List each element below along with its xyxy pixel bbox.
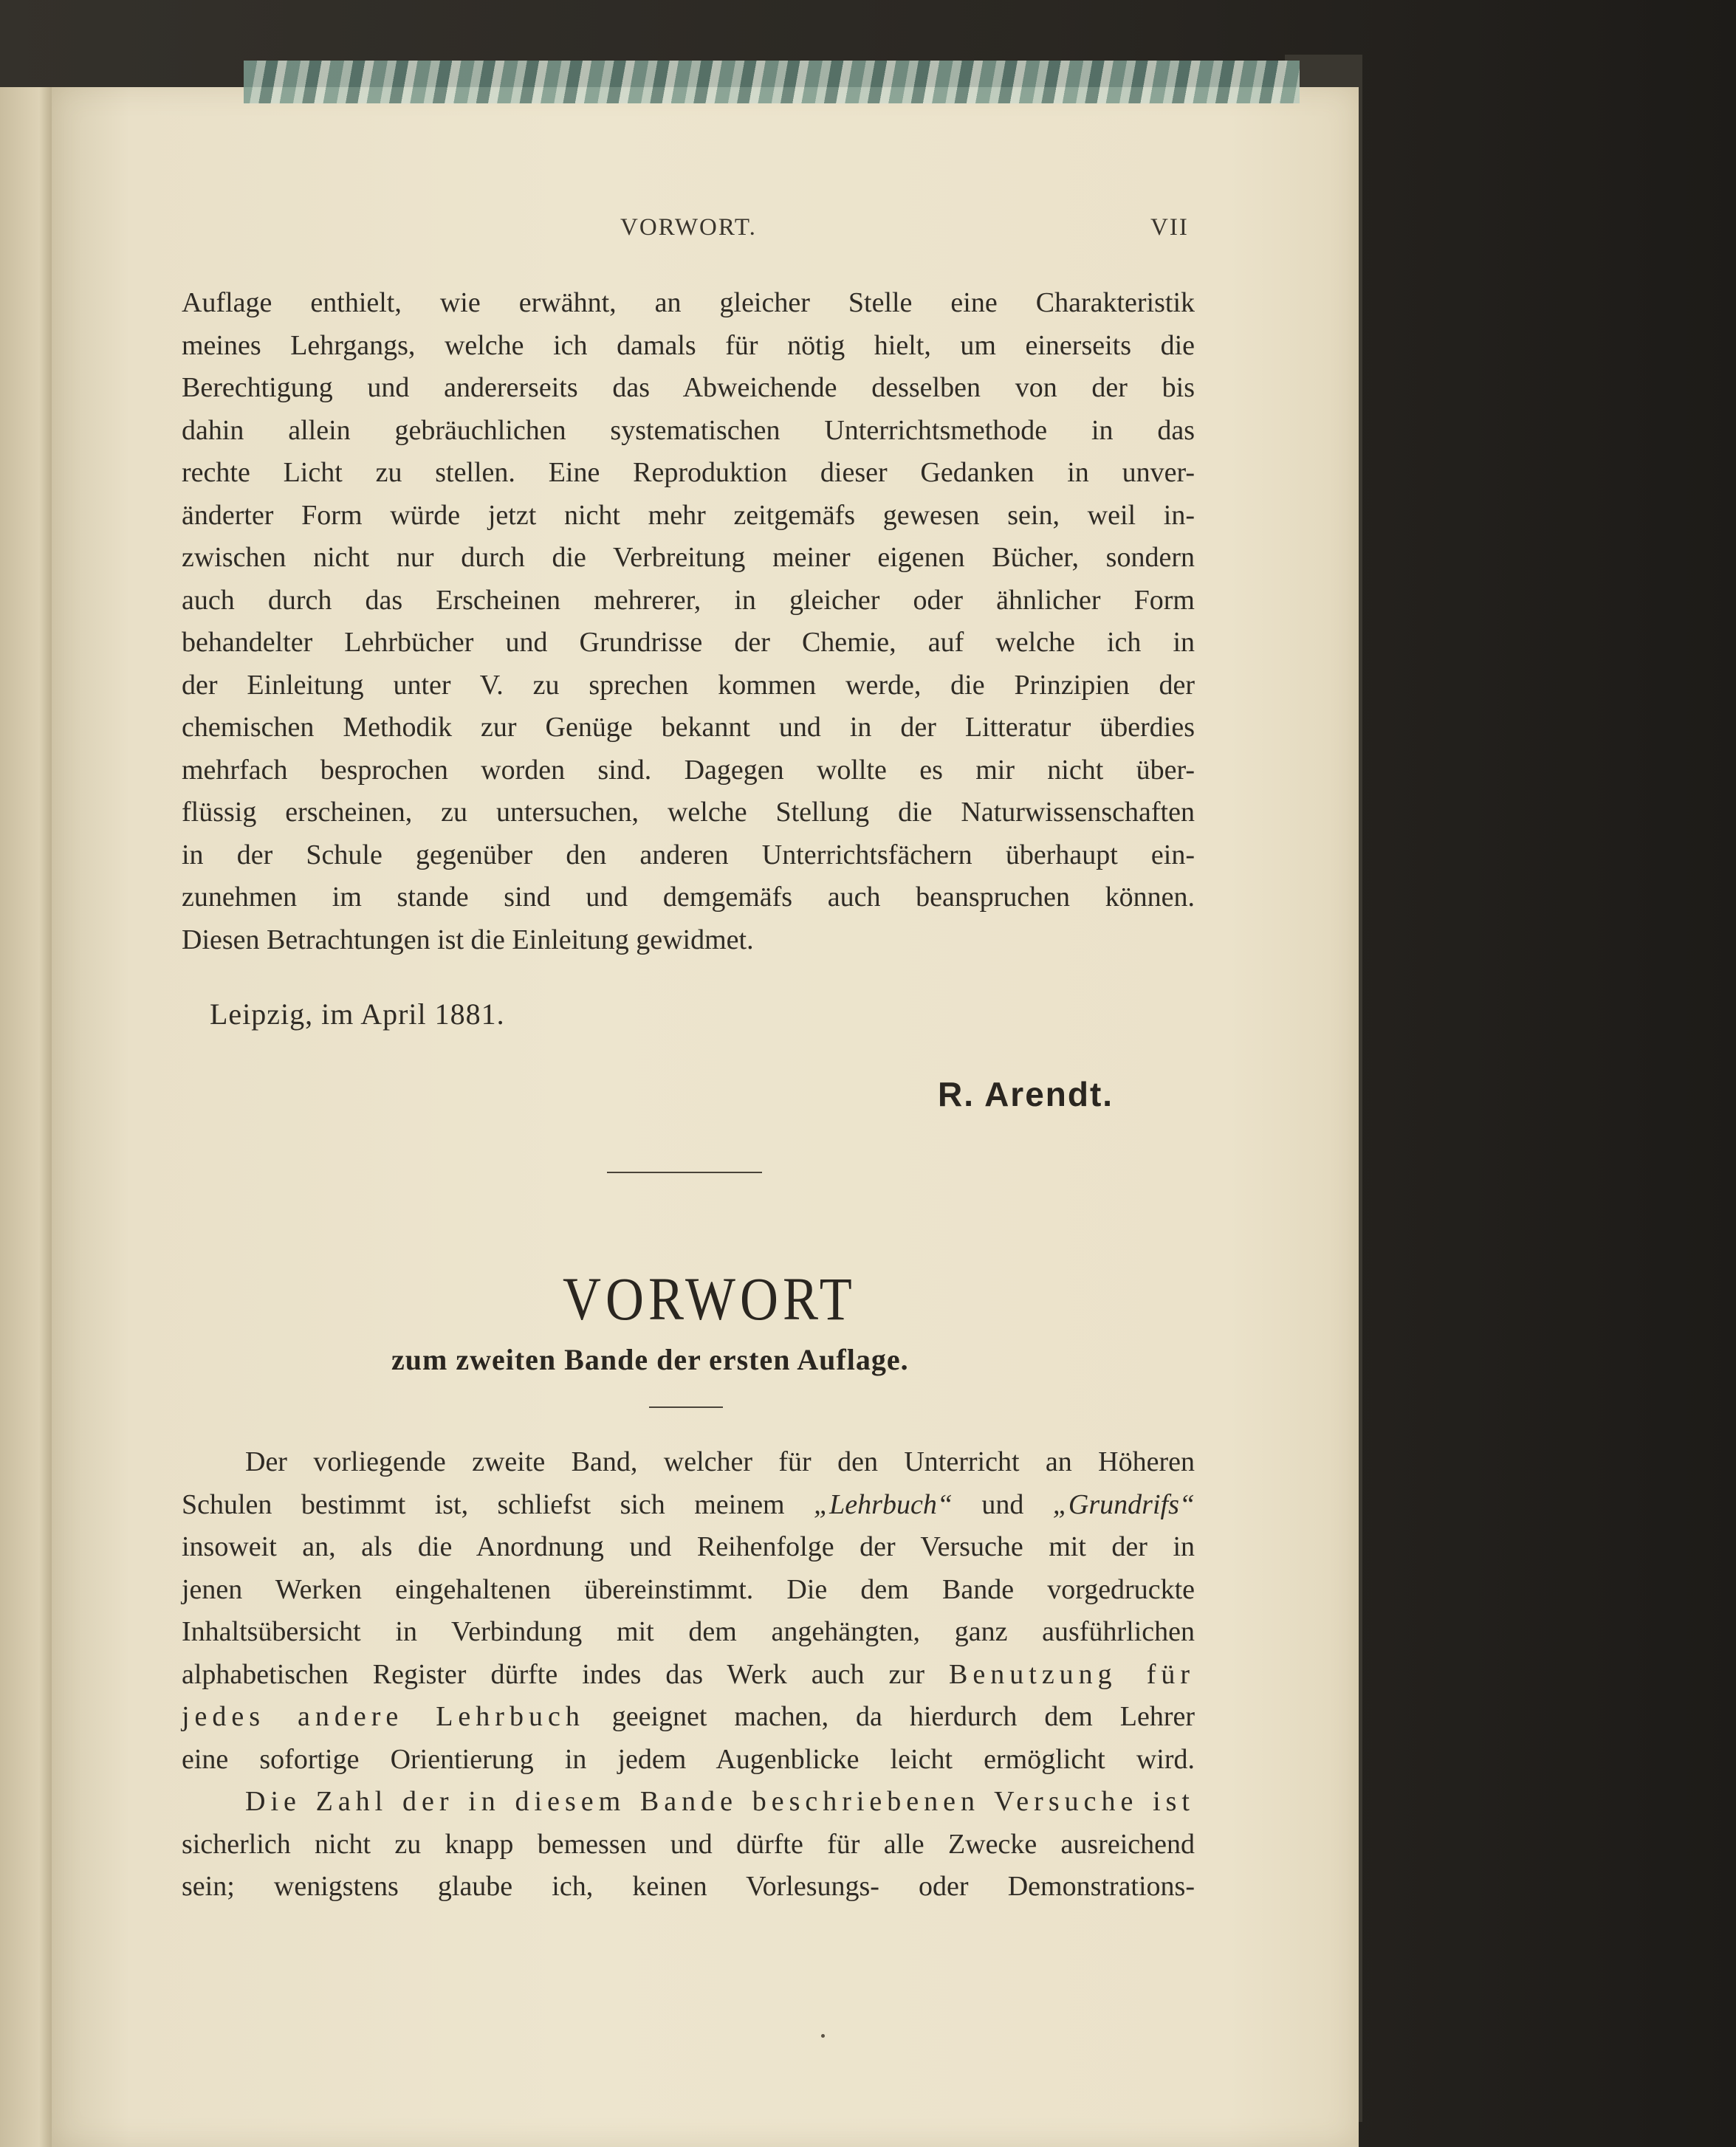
- preface-continued-paragraph: [182, 282, 1195, 961]
- subtitle-divider: [649, 1406, 723, 1408]
- text-line: Inhaltsübersicht in Verbindung mit dem angehängten, ganz ausführlichen: [182, 1616, 1195, 1647]
- text-line: änderter Form würde jetzt nicht mehr zeitgemäfs gewesen sein, weil in-: [182, 499, 1195, 531]
- page-number: VII: [1150, 214, 1189, 241]
- author-signature: R. Arendt.: [938, 1075, 1114, 1113]
- print-speck: [821, 2034, 825, 2038]
- text-line: meines Lehrgangs, welche ich damals für nötig hielt, um einerseits die: [182, 329, 1195, 361]
- emphasized-text: jedes andere Lehrbuch: [182, 1701, 585, 1732]
- text-line: der Einleitung unter V. zu sprechen kommen werde, die Prinzipien der: [182, 669, 1195, 701]
- book-title-grundriss: „Grundrifs“: [1052, 1488, 1195, 1520]
- section-subtitle: zum zweiten Bande der ersten Auflage.: [391, 1343, 909, 1376]
- text-line: sein; wenigstens glaube ich, keinen Vorlesungs- oder Demonstrations-: [182, 1871, 1195, 1902]
- text-line: zunehmen im stande sind und demgemäfs auch beanspruchen können.: [182, 882, 1195, 913]
- place-date: Leipzig, im April 1881.: [210, 997, 505, 1031]
- text-line: [182, 1696, 1195, 1739]
- text-line: rechte Licht zu stellen. Eine Reproduktion dieser Gedanken in unver-: [182, 457, 1195, 488]
- second-preface-paragraph-1: [182, 1441, 1195, 1781]
- text-run: alphabetischen Register dürfte indes das Werk auch zur: [182, 1658, 950, 1690]
- text-line: jenen Werken eingehaltenen übereinstimmt. Die dem Bande vorgedruckte: [182, 1573, 1195, 1605]
- text-line: zwischen nicht nur durch die Verbreitung meiner eigenen Bücher, sondern: [182, 542, 1195, 573]
- left-page-edge: [0, 87, 56, 2147]
- running-head: VORWORT.: [620, 214, 757, 241]
- text-line: auch durch das Erscheinen mehrerer, in gleicher oder ähnlicher Form: [182, 584, 1195, 616]
- text-line: [182, 1654, 1195, 1697]
- section-divider: [607, 1172, 762, 1173]
- text-line: eine sofortige Orientierung in jedem Augenblicke leicht ermöglicht wird.: [182, 1743, 1195, 1775]
- text-line: dahin allein gebräuchlichen systematischen Unterrichtsmethode in das: [182, 414, 1195, 446]
- text-line: sicherlich nicht zu knapp bemessen und dürfte für alle Zwecke ausreichend: [182, 1828, 1195, 1860]
- text-line: insoweit an, als die Anordnung und Reihenfolge der Versuche mit der in: [182, 1531, 1195, 1562]
- text-line: Auflage enthielt, wie erwähnt, an gleicher Stelle eine Charakteristik: [182, 287, 1195, 318]
- text-line: behandelter Lehrbücher und Grundrisse der Chemie, auf welche ich in: [182, 627, 1195, 658]
- text-line: [182, 1484, 1195, 1527]
- text-run: geeignet machen, da hierdurch dem Lehrer: [584, 1701, 1195, 1732]
- emphasized-text: Die Zahl der in diesem Bande beschriebenen Versuche ist: [245, 1786, 1195, 1817]
- section-title: VORWORT: [563, 1265, 857, 1333]
- text-line: Berechtigung und andererseits das Abweichende desselben von der bis: [182, 372, 1195, 403]
- text-line: flüssig erscheinen, zu untersuchen, welche Stellung die Naturwissenschaften: [182, 797, 1195, 828]
- text-run: und: [952, 1488, 1053, 1520]
- marbled-page-edge: [244, 61, 1300, 103]
- emphasized-text: Benutzung für: [949, 1658, 1195, 1690]
- text-line: Diesen Betrachtungen ist die Einleitung gewidmet.: [182, 924, 754, 955]
- book-title-lehrbuch: „Lehrbuch“: [814, 1488, 953, 1520]
- text-line: Der vorliegende zweite Band, welcher für den Unterricht an Höheren: [245, 1446, 1195, 1477]
- text-line: in der Schule gegenüber den anderen Unterrichtsfächern überhaupt ein-: [182, 839, 1195, 870]
- text-line: chemischen Methodik zur Genüge bekannt und in der Litteratur überdies: [182, 712, 1195, 743]
- text-line: [182, 1781, 1195, 1824]
- text-run: Schulen bestimmt ist, schliefst sich meinem: [182, 1488, 814, 1520]
- second-preface-paragraph-2: [182, 1781, 1195, 1909]
- text-line: mehrfach besprochen worden sind. Dagegen wollte es mir nicht über-: [182, 754, 1195, 786]
